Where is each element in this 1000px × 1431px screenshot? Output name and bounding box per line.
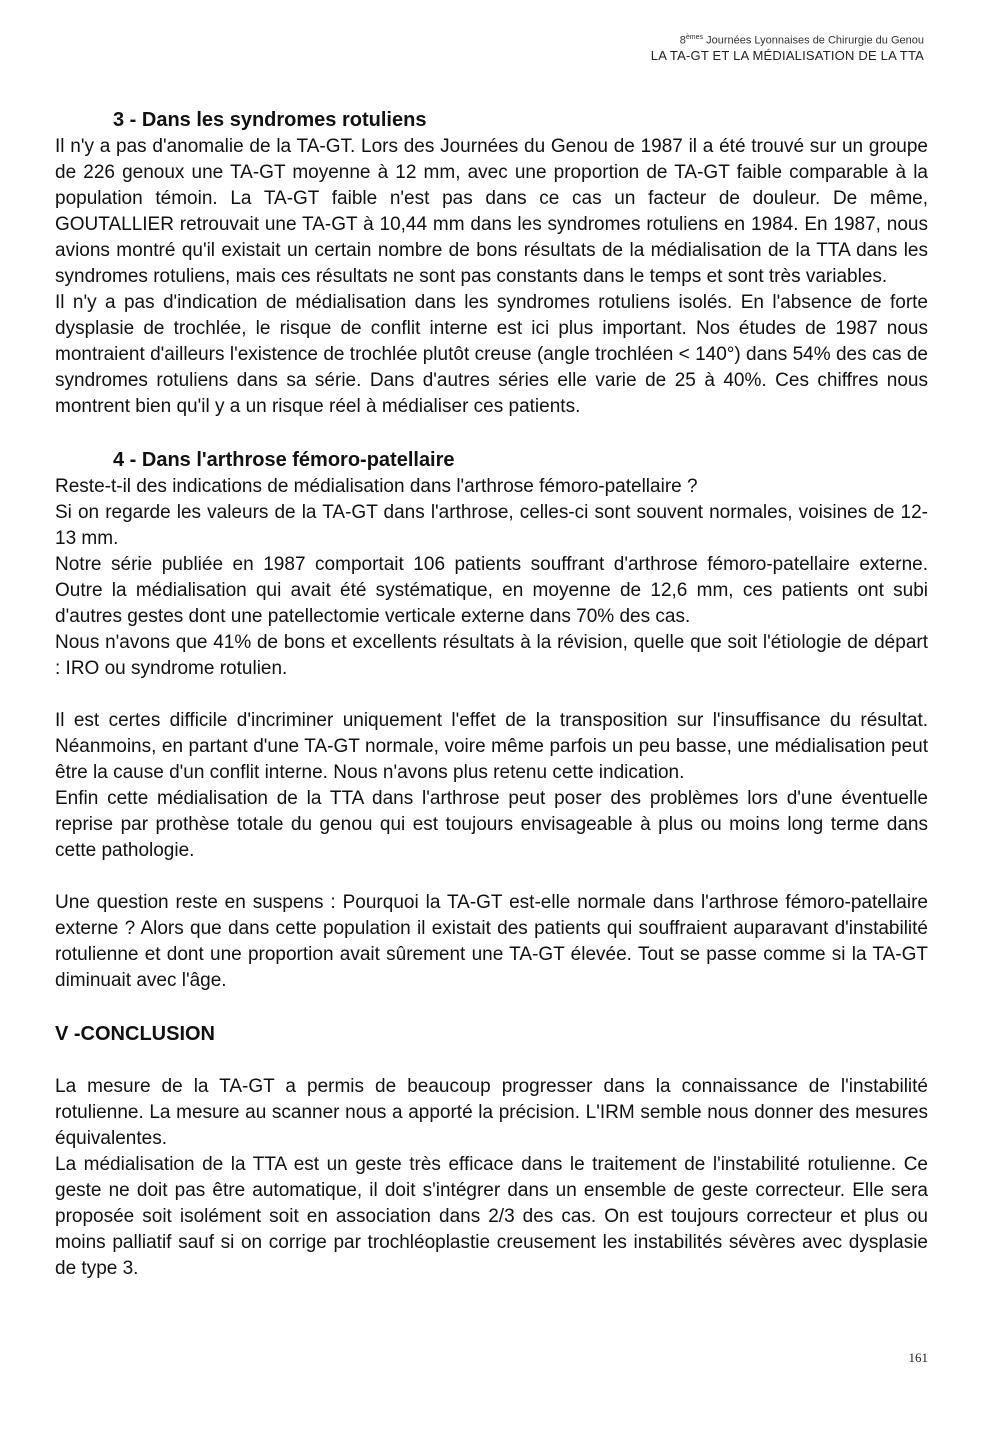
paragraph: Il n'y a pas d'indication de médialisation dans les syndromes rotuliens isolés. En l'absence de forte dysplasie de trochlée, le risque de conflit interne est ici plus important. Nos études de 1987 nous montraient d'ailleurs l'existence de trochlée plutôt creuse (angle trochléen < 140°) dans 54% des cas de syndromes rotuliens dans sa série. Dans d'autres séries elle varie de 25 à 40%. Ces chiffres nous montrent bien qu'il y a un risque réel à médialiser ces patients. <box>55 292 928 417</box>
paragraph: Une question reste en suspens : Pourquoi la TA-GT est-elle normale dans l'arthrose fémoro-patellaire externe ? Alors que dans cette population il existait des patients qui souffraient auparavant d'instabilité rotulienne et dont une proportion avait sûrement une TA-GT élevée. Tout se passe comme si la TA-GT diminuait avec l'âge. <box>55 892 928 991</box>
page-number: 161 <box>908 1350 928 1365</box>
spacer <box>55 864 928 890</box>
paragraph: Reste-t-il des indications de médialisation dans l'arthrose fémoro-patellaire ? <box>55 476 698 497</box>
header-event <box>651 34 924 48</box>
paragraph: La médialisation de la TTA est un geste très efficace dans le traitement de l'instabilité rotulienne. Ce geste ne doit pas être automatique, il doit s'intégrer dans un ensemble de geste correcteur. Elle sera proposée soit isolément soit en association dans 2/3 des cas. On est toujours correcteur et plus ou moins palliatif sauf si on corrige par trochléoplastie creusement les instabilités sévères avec dysplasie de type 3. <box>55 1154 928 1279</box>
spacer <box>55 682 928 708</box>
header-event-prefix: 8 <box>679 34 686 47</box>
paragraph: Notre série publiée en 1987 comportait 106 patients souffrant d'arthrose fémoro-patellaire externe. Outre la médialisation qui avait été systématique, en moyenne de 12,6 mm, ces patients ont subi d'autres gestes dont une patellectomie verticale externe dans 70% des cas. <box>55 554 928 627</box>
header-event-sup: èmes <box>685 34 704 41</box>
header-event-rest: Journées Lyonnaises de Chirurgie du Genou <box>703 34 924 47</box>
spacer <box>55 420 928 446</box>
heading-conclusion: V -CONCLUSION <box>55 1023 215 1045</box>
paragraph: Si on regarde les valeurs de la TA-GT dans l'arthrose, celles-ci sont souvent normales, voisines de 12-13 mm. <box>55 502 928 549</box>
heading-syndromes-rotuliens: 3 - Dans les syndromes rotuliens <box>113 109 427 131</box>
running-header <box>651 34 924 65</box>
paragraph: Il n'y a pas d'anomalie de la TA-GT. Lors des Journées du Genou de 1987 il a été trouvé sur un groupe de 226 genoux une TA-GT moyenne à 12 mm, avec une proportion de TA-GT faible comparable à la population témoin. La TA-GT faible n'est pas dans ce cas un facteur de douleur. De même, GOUTALLIER retrouvait une TA-GT à 10,44 mm dans les syndromes rotuliens en 1984. En 1987, nous avions montré qu'il existait un certain nombre de bons résultats de la médialisation de la TTA dans les syndromes rotuliens, mais ces résultats ne sont pas constants dans le temps et sont très variables. <box>55 136 928 287</box>
heading-arthrose: 4 - Dans l'arthrose fémoro-patellaire <box>113 449 455 471</box>
paragraph: Enfin cette médialisation de la TTA dans l'arthrose peut poser des problèmes lors d'une éventuelle reprise par prothèse totale du genou qui est toujours envisageable à plus ou moins long terme dans cette pathologie. <box>55 788 928 861</box>
paragraph: La mesure de la TA-GT a permis de beaucoup progresser dans la connaissance de l'instabilité rotulienne. La mesure au scanner nous a apporté la précision. L'IRM semble nous donner des mesures équivalentes. <box>55 1076 928 1149</box>
spacer <box>55 1048 928 1074</box>
article-body <box>55 106 928 1282</box>
paragraph: Il est certes difficile d'incriminer uniquement l'effet de la transposition sur l'insuffisance du résultat. Néanmoins, en partant d'une TA-GT normale, voire même parfois un peu basse, une médialisation peut être la cause d'un conflit interne. Nous n'avons plus retenu cette indication. <box>55 710 928 783</box>
spacer <box>55 994 928 1020</box>
header-title: LA TA-GT ET LA MÉDIALISATION DE LA TTA <box>650 48 924 64</box>
paragraph: Nous n'avons que 41% de bons et excellents résultats à la révision, quelle que soit l'étiologie de départ : IRO ou syndrome rotulien. <box>55 632 928 679</box>
